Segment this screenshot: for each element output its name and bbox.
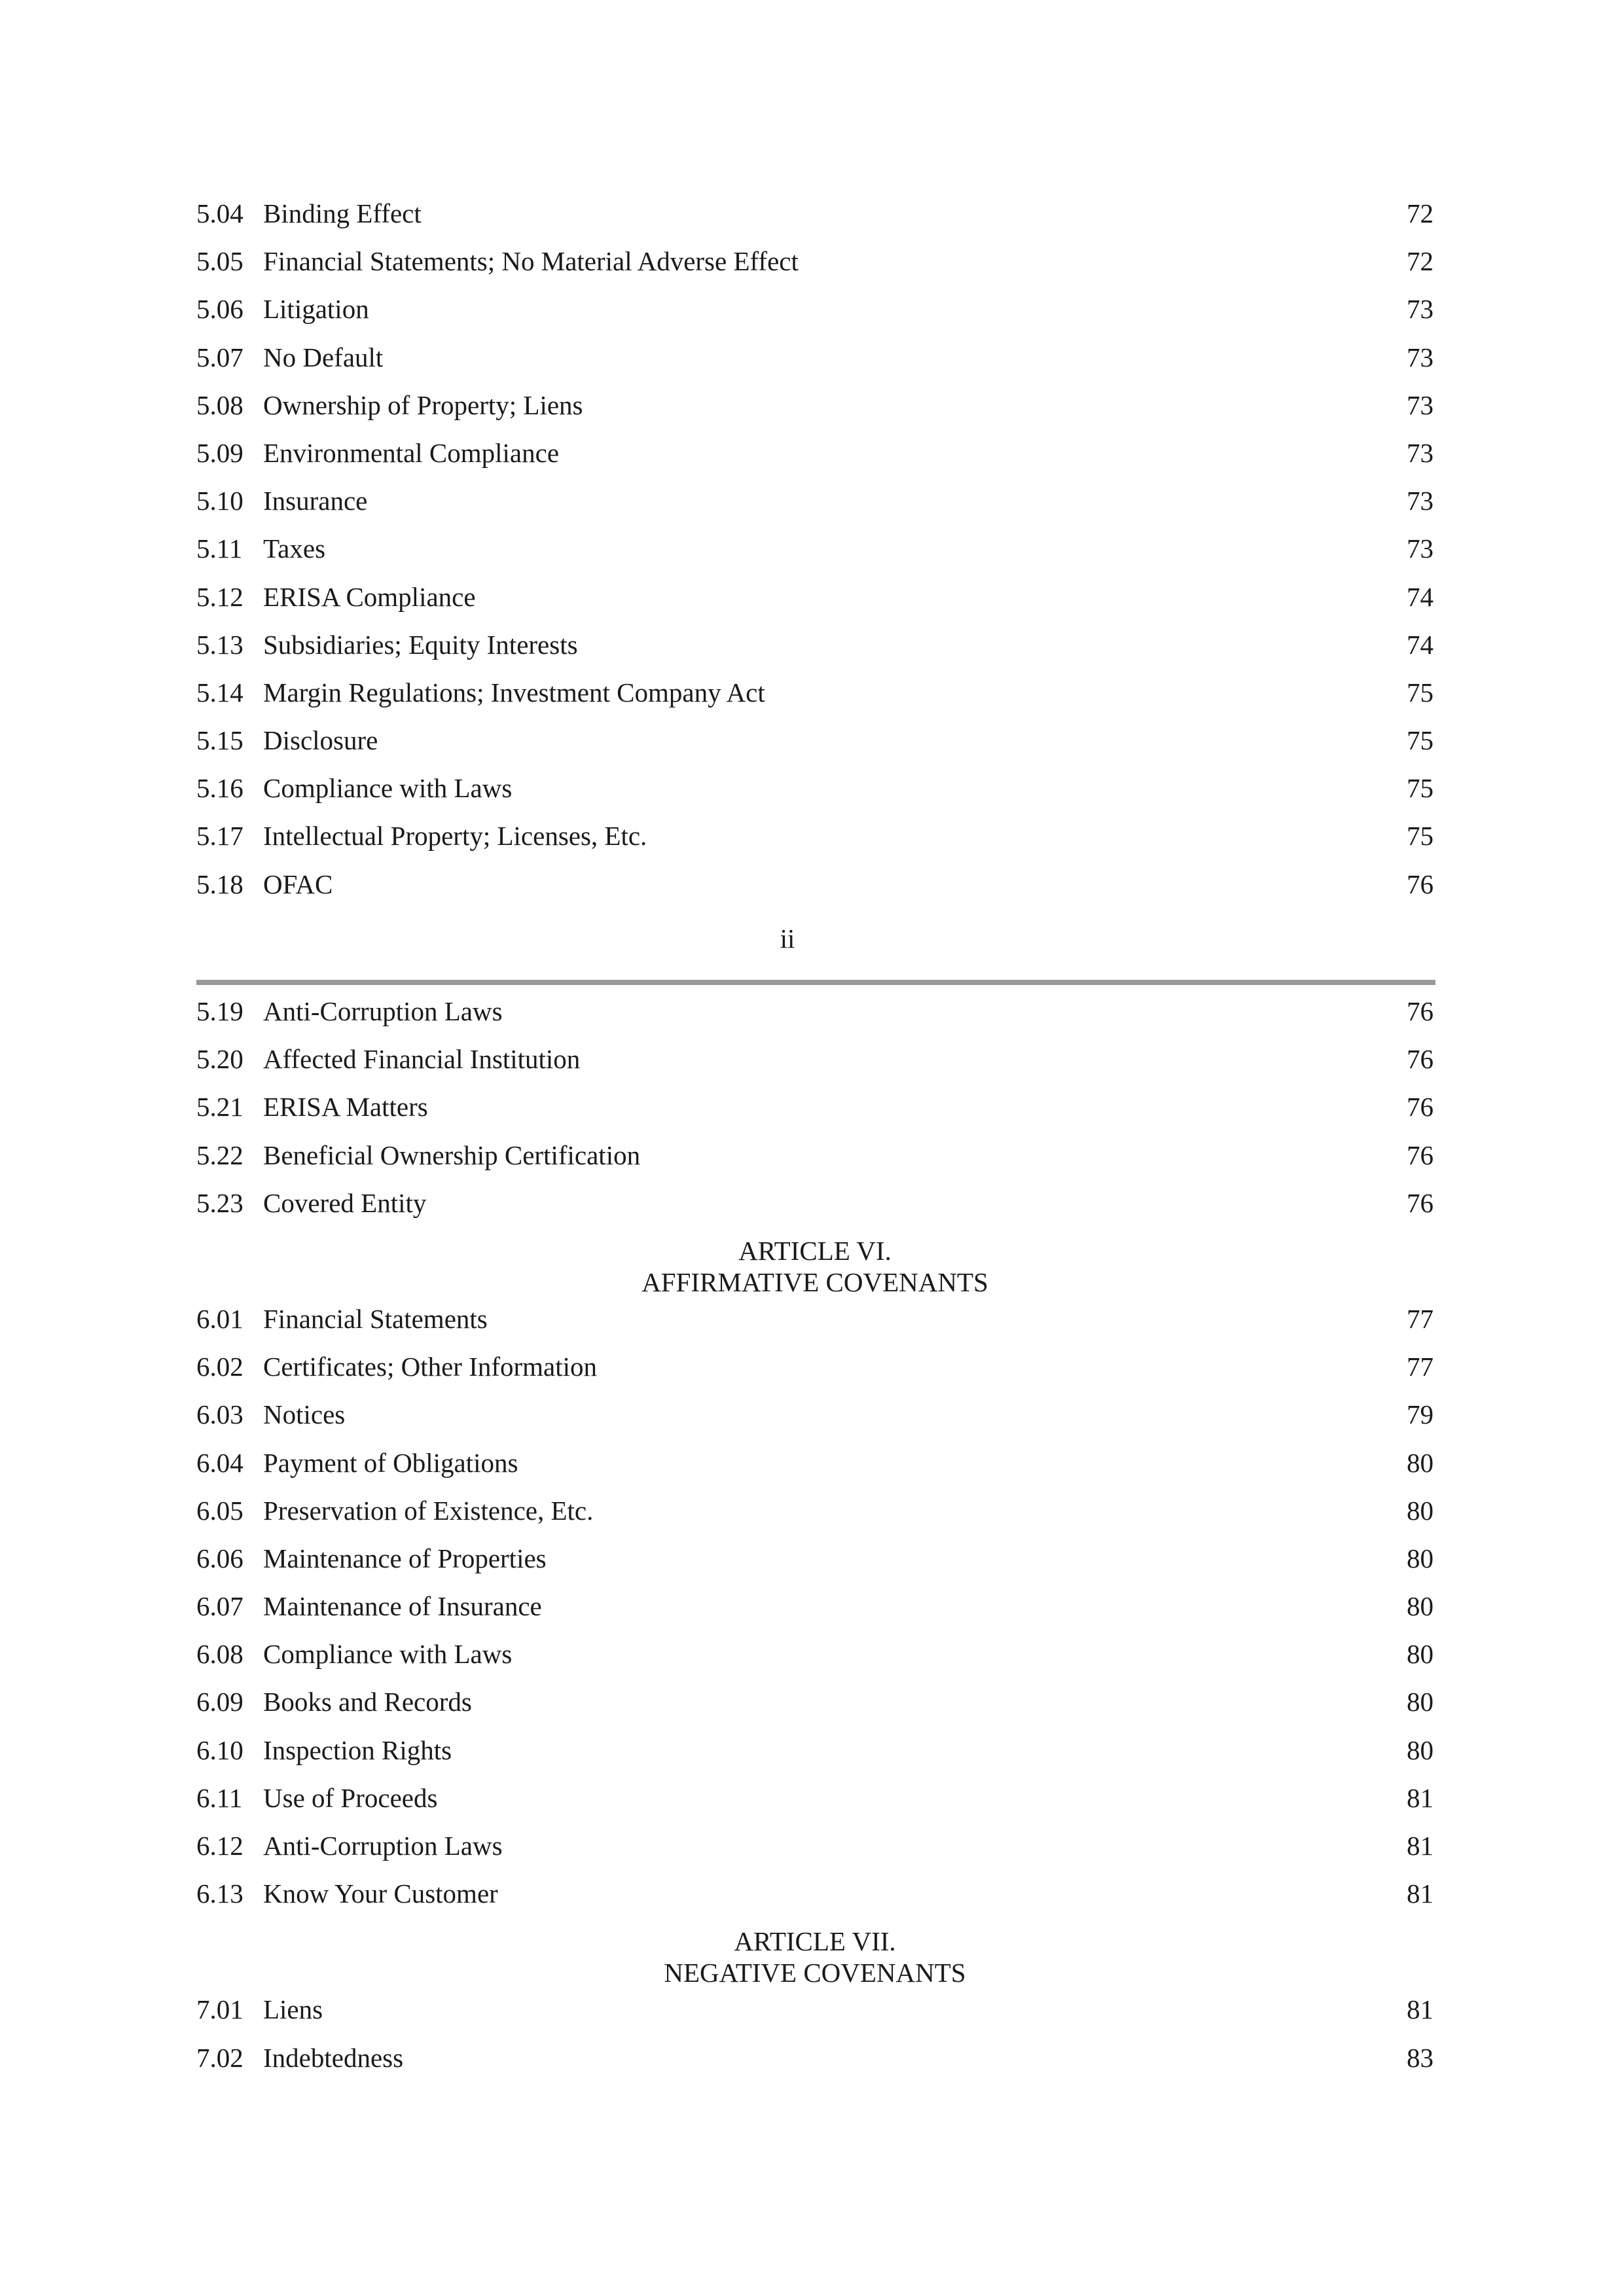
toc-entry-page: 80 (1407, 1687, 1434, 1717)
toc-entry (196, 334, 1434, 382)
toc-entry-page: 75 (1407, 821, 1434, 852)
toc-entry-number: 5.11 (196, 533, 243, 564)
toc-entry-number: 6.04 (196, 1447, 244, 1478)
toc-entry (196, 382, 1434, 429)
toc-entry (196, 1487, 1434, 1535)
toc-entry-page: 80 (1407, 1447, 1434, 1478)
toc-entry-number: 5.19 (196, 996, 244, 1026)
toc-entry-title: Litigation (263, 294, 369, 325)
toc-entry-page: 73 (1407, 533, 1434, 564)
toc-entry-number: 6.02 (196, 1352, 244, 1382)
toc-entry-number: 5.20 (196, 1044, 244, 1075)
toc-entry-title: Compliance with Laws (263, 773, 513, 804)
toc-entry (196, 861, 1434, 908)
toc-entry-title: Disclosure (263, 725, 378, 756)
toc-entry-page: 77 (1407, 1303, 1434, 1334)
toc-entry (196, 1535, 1434, 1583)
toc-block-lower (196, 988, 1434, 2082)
toc-entry-title: Maintenance of Properties (263, 1543, 547, 1573)
toc-entry (196, 1035, 1434, 1083)
toc-group-article-5 (196, 988, 1434, 1227)
toc-entry-number: 5.16 (196, 773, 244, 804)
toc-entry (196, 764, 1434, 812)
toc-entry-title: Compliance with Laws (263, 1639, 513, 1670)
toc-entry-page: 81 (1407, 1831, 1434, 1861)
toc-entry-number: 5.17 (196, 821, 244, 852)
toc-entry-number: 6.03 (196, 1399, 244, 1430)
toc-entry-number: 5.22 (196, 1139, 244, 1170)
toc-entry-page: 83 (1407, 2042, 1434, 2073)
toc-entry (196, 573, 1434, 621)
toc-entry-number: 5.12 (196, 581, 244, 612)
toc-entry (196, 285, 1434, 333)
toc-entry-number: 6.08 (196, 1639, 244, 1670)
toc-entry-number: 6.05 (196, 1495, 244, 1526)
toc-entry-page: 75 (1407, 773, 1434, 804)
article-title: AFFIRMATIVE COVENANTS (641, 1266, 988, 1297)
toc-entry-number: 5.05 (196, 246, 244, 277)
toc-entry-number: 5.08 (196, 389, 244, 420)
article-label: ARTICLE VII. (734, 1926, 896, 1957)
toc-entry-number: 5.04 (196, 198, 244, 228)
toc-entry-title: Maintenance of Insurance (263, 1591, 542, 1622)
toc-entry (196, 1986, 1434, 2034)
toc-entry-page: 76 (1407, 1139, 1434, 1170)
toc-entry-title: Indebtedness (263, 2042, 404, 2073)
toc-entry-title: ERISA Matters (263, 1092, 428, 1122)
toc-entry-title: Intellectual Property; Licenses, Etc. (263, 821, 647, 852)
toc-entry-title: Financial Statements (263, 1303, 488, 1334)
toc-group-article-7 (196, 1986, 1434, 2081)
toc-entry-title: Payment of Obligations (263, 1447, 518, 1478)
toc-group-article-6 (196, 1295, 1434, 1918)
article-heading-vii (196, 1918, 1434, 1986)
toc-entry-page: 80 (1407, 1543, 1434, 1573)
toc-entry-page: 80 (1407, 1591, 1434, 1622)
toc-entry-page: 81 (1407, 1878, 1434, 1909)
toc-entry (196, 1179, 1434, 1227)
toc-entry (196, 1822, 1434, 1870)
toc-entry-title: Environmental Compliance (263, 437, 560, 468)
toc-entry-page: 81 (1407, 1782, 1434, 1813)
toc-entry-number: 5.14 (196, 677, 244, 708)
toc-entry-page: 76 (1407, 869, 1434, 899)
toc-entry-page: 75 (1407, 725, 1434, 756)
toc-entry-number: 5.06 (196, 294, 244, 325)
toc-entry (196, 988, 1434, 1035)
toc-entry-page: 73 (1407, 342, 1434, 372)
toc-entry (196, 1083, 1434, 1131)
toc-entry-page: 76 (1407, 996, 1434, 1026)
toc-entry-page: 75 (1407, 677, 1434, 708)
toc-entry-page: 72 (1407, 198, 1434, 228)
toc-entry-title: OFAC (263, 869, 333, 899)
toc-block-upper (196, 190, 1434, 908)
toc-entry (196, 1870, 1434, 1918)
toc-entry (196, 1132, 1434, 1179)
toc-entry-title: Subsidiaries; Equity Interests (263, 629, 578, 660)
toc-entry-number: 5.21 (196, 1092, 244, 1122)
toc-entry (196, 1343, 1434, 1391)
toc-entry-number: 6.09 (196, 1687, 244, 1717)
page-number: ii (780, 924, 795, 954)
toc-entry-page: 73 (1407, 389, 1434, 420)
toc-entry-title: Liens (263, 1994, 323, 2025)
toc-entry (196, 669, 1434, 717)
toc-entry-number: 5.10 (196, 486, 244, 516)
toc-entry-number: 5.15 (196, 725, 244, 756)
article-label: ARTICLE VI. (738, 1235, 892, 1266)
toc-entry (196, 1439, 1434, 1487)
toc-entry-title: Binding Effect (263, 198, 422, 228)
toc-entry (196, 477, 1434, 525)
toc-entry-number: 6.06 (196, 1543, 244, 1573)
toc-entry-title: Covered Entity (263, 1187, 427, 1218)
toc-entry-number: 5.09 (196, 437, 244, 468)
toc-entry (196, 1630, 1434, 1678)
toc-entry-title: ERISA Compliance (263, 581, 476, 612)
page-break-rule (196, 980, 1435, 985)
toc-entry (196, 1727, 1434, 1774)
toc-entry-page: 74 (1407, 581, 1434, 612)
toc-entry-title: Financial Statements; No Material Adverse Effect (263, 246, 799, 277)
toc-entry-title: Margin Regulations; Investment Company Act (263, 677, 765, 708)
toc-entry-title: Notices (263, 1399, 346, 1430)
toc-entry-title: Affected Financial Institution (263, 1044, 581, 1075)
toc-entry-title: Insurance (263, 486, 368, 516)
toc-entry (196, 525, 1434, 573)
toc-entry (196, 1678, 1434, 1726)
toc-entry (196, 2034, 1434, 2082)
toc-entry-title: Inspection Rights (263, 1734, 452, 1765)
toc-entry-page: 76 (1407, 1187, 1434, 1218)
toc-entry-number: 7.02 (196, 2042, 244, 2073)
toc-entry-page: 76 (1407, 1092, 1434, 1122)
toc-entry-number: 6.13 (196, 1878, 244, 1909)
toc-entry-number: 5.23 (196, 1187, 244, 1218)
toc-entry-title: Know Your Customer (263, 1878, 498, 1909)
toc-entry-page: 80 (1407, 1639, 1434, 1670)
toc-entry-title: Taxes (263, 533, 326, 564)
toc-entry-page: 73 (1407, 437, 1434, 468)
toc-entry (196, 1295, 1434, 1343)
toc-entry-title: Ownership of Property; Liens (263, 389, 583, 420)
toc-entry-number: 5.07 (196, 342, 244, 372)
toc-entry-page: 80 (1407, 1734, 1434, 1765)
toc-entry-page: 77 (1407, 1352, 1434, 1382)
toc-entry-title: Books and Records (263, 1687, 472, 1717)
toc-entry-page: 79 (1407, 1399, 1434, 1430)
toc-entry-page: 73 (1407, 486, 1434, 516)
toc-entry-page: 76 (1407, 1044, 1434, 1075)
toc-entry (196, 717, 1434, 764)
toc-entry-page: 74 (1407, 629, 1434, 660)
toc-entry-number: 5.13 (196, 629, 244, 660)
toc-entry-number: 6.12 (196, 1831, 244, 1861)
toc-entry (196, 1583, 1434, 1630)
toc-entry-page: 72 (1407, 246, 1434, 277)
toc-entry (196, 1774, 1434, 1822)
toc-entry-number: 5.18 (196, 869, 244, 899)
toc-entry-page: 80 (1407, 1495, 1434, 1526)
toc-entry-title: Preservation of Existence, Etc. (263, 1495, 594, 1526)
toc-entry (196, 190, 1434, 238)
toc-entry (196, 429, 1434, 477)
toc-entry (196, 621, 1434, 669)
article-heading-vi (196, 1227, 1434, 1295)
toc-entry (196, 238, 1434, 285)
toc-entry-page: 73 (1407, 294, 1434, 325)
toc-entry-number: 6.01 (196, 1303, 244, 1334)
toc-entry-title: No Default (263, 342, 384, 372)
toc-entry-title: Beneficial Ownership Certification (263, 1139, 641, 1170)
toc-entry-number: 6.07 (196, 1591, 244, 1622)
article-title: NEGATIVE COVENANTS (664, 1958, 966, 1988)
toc-entry (196, 1391, 1434, 1439)
toc-entry-title: Certificates; Other Information (263, 1352, 598, 1382)
toc-entry-page: 81 (1407, 1994, 1434, 2025)
toc-entry-number: 7.01 (196, 1994, 244, 2025)
toc-entry-title: Anti-Corruption Laws (263, 996, 503, 1026)
toc-entry-number: 6.10 (196, 1734, 244, 1765)
toc-entry-title: Anti-Corruption Laws (263, 1831, 503, 1861)
toc-entry (196, 812, 1434, 860)
toc-entry-number: 6.11 (196, 1782, 243, 1813)
toc-entry-title: Use of Proceeds (263, 1782, 438, 1813)
